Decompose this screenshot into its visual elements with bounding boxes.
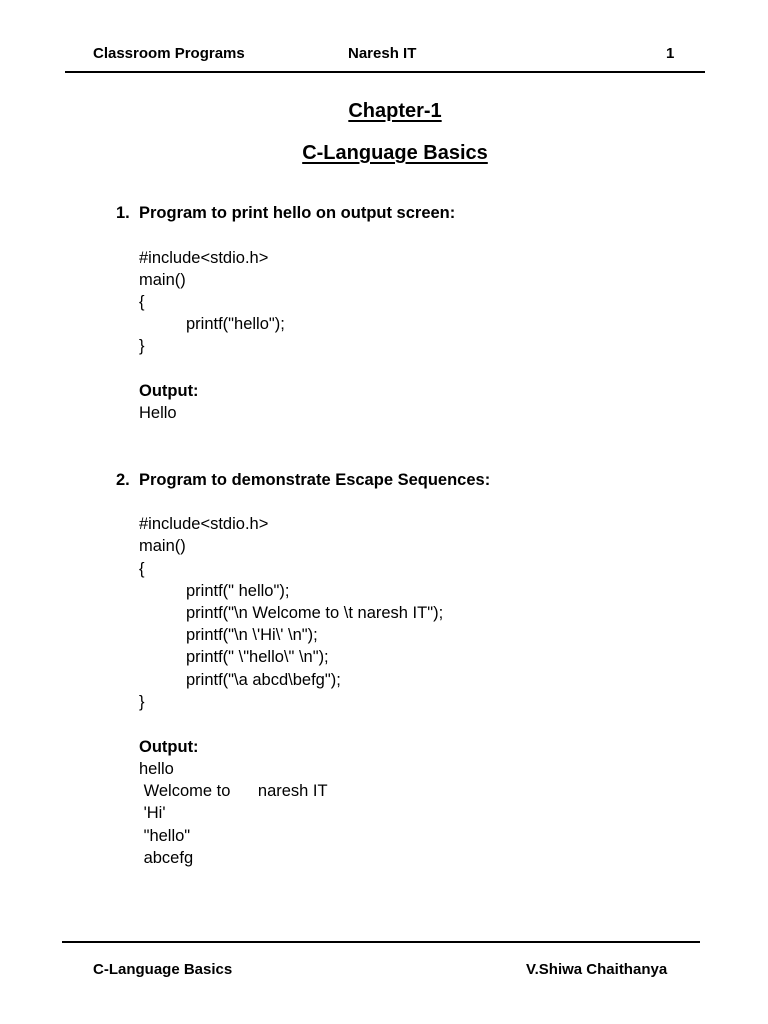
program-1-heading: Program to print hello on output screen: bbox=[139, 204, 456, 222]
page-number: 1 bbox=[666, 45, 675, 62]
code-line: printf("hello"); bbox=[186, 315, 285, 333]
output-label: Output: bbox=[139, 382, 199, 400]
header-rule bbox=[65, 71, 705, 73]
code-line: printf("\a abcd\befg"); bbox=[186, 671, 341, 689]
header-left: Classroom Programs bbox=[93, 45, 245, 62]
code-line: } bbox=[139, 693, 145, 711]
code-line: printf("\n Welcome to \t naresh IT"); bbox=[186, 604, 444, 622]
code-line: { bbox=[139, 560, 145, 578]
footer-right: V.Shiwa Chaithanya bbox=[526, 961, 668, 978]
code-line: #include<stdio.h> bbox=[139, 249, 269, 267]
code-line: main() bbox=[139, 271, 186, 289]
code-line: printf(" hello"); bbox=[186, 582, 290, 600]
program-2-number: 2. bbox=[116, 471, 130, 489]
output-label: Output: bbox=[139, 738, 199, 756]
code-line: #include<stdio.h> bbox=[139, 515, 269, 533]
program-2-heading: Program to demonstrate Escape Sequences: bbox=[139, 471, 491, 489]
code-line: printf(" \"hello\" \n"); bbox=[186, 648, 329, 666]
code-line: main() bbox=[139, 537, 186, 555]
code-line: { bbox=[139, 293, 145, 311]
code-line: } bbox=[139, 337, 145, 355]
program-1-number: 1. bbox=[116, 204, 130, 222]
footer-left: C-Language Basics bbox=[93, 961, 233, 978]
code-line: printf("\n \'Hi\' \n"); bbox=[186, 626, 318, 644]
output-line: "hello" bbox=[139, 827, 191, 845]
output-line: 'Hi' bbox=[139, 804, 166, 822]
chapter-subtitle: C-Language Basics bbox=[302, 142, 488, 164]
output-line: Welcome to naresh IT bbox=[139, 782, 328, 800]
output-line: Hello bbox=[139, 404, 177, 422]
chapter-title: Chapter-1 bbox=[348, 100, 442, 122]
output-line: abcefg bbox=[139, 849, 194, 867]
output-line: hello bbox=[139, 760, 174, 778]
header-center: Naresh IT bbox=[348, 45, 417, 62]
footer-rule bbox=[62, 941, 700, 943]
